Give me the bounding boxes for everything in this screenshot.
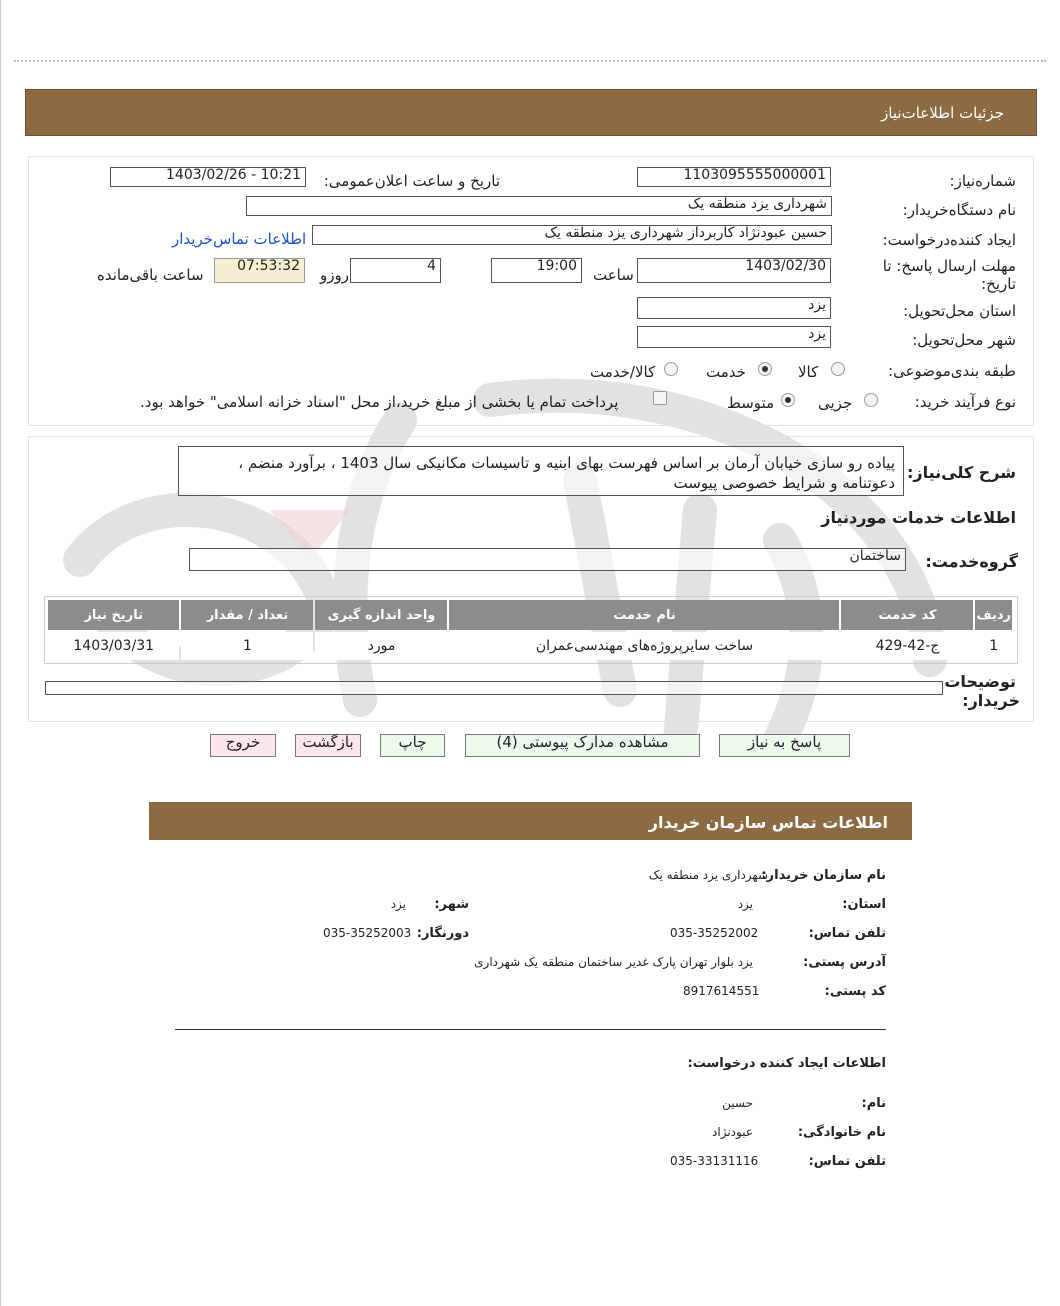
table-row [48,632,1012,660]
contact-org-value: شهرداری یزد منطقه یک [648,868,768,882]
contact-fax-value: 035-35252003 [323,926,412,940]
creator-phone-value: 035-33131116 [670,1154,759,1168]
category-option-goods-service: کالا/خدمت [590,363,656,381]
contact-postal-value: 8917614551 [683,984,760,998]
buyer-contact-link[interactable]: اطلاعات تماس‌خریدار [172,230,307,248]
process-label: نوع فرآیند خرید: [914,393,1016,411]
creator-phone-label: تلفن تماس: [808,1154,886,1169]
creator-family-value: عبودنژاد [712,1125,753,1139]
remaining-time-field: 07:53:32 [214,258,305,283]
contact-address-value: یزد بلوار تهران پارک غدیر ساختمان منطقه یک شهرداری [474,955,753,969]
contact-province-label: استان: [842,897,886,912]
delivery-city-label: شهر محل‌تحویل: [912,331,1016,349]
contact-org-label: نام سازمان خریدار: [761,868,886,883]
contact-phone-value: 035-35252002 [670,926,759,940]
table-header-row [48,600,1012,630]
category-option-goods: کالا [798,363,819,381]
col-need-date: تاریخ نیاز [48,600,179,630]
summary-label: شرح کلی‌نیاز: [907,463,1016,482]
contact-postal-label: کد پستی: [824,984,886,999]
buyer-notes-label-2: خریدار: [962,691,1020,710]
deadline-time-label: ساعت [593,266,634,284]
col-row-number: ردیف [975,600,1012,630]
buyer-org-label: نام دستگاه‌خریدار: [902,201,1016,219]
services-table [46,598,1014,662]
contact-city-value: یزد [390,897,406,911]
creator-family-label: نام خانوادگی: [797,1125,886,1140]
process-option-minor: جزیی [818,394,853,412]
left-border [0,0,1,1306]
category-radio-goods-service[interactable] [664,362,678,376]
cell-need-date: 1403/03/31 [48,632,179,660]
requester-field[interactable]: حسین عبودنژاد کاربرداز شهرداری یزد منطقه یک [312,225,832,245]
delivery-city-field[interactable]: یزد [637,326,831,348]
category-radio-service[interactable] [758,362,772,376]
buyer-notes-label: توضیحات [944,672,1016,691]
creator-name-label: نام: [861,1096,886,1111]
remaining-time-label: ساعت باقی‌مانده [97,266,204,284]
deadline-label: مهلت ارسال پاسخ: تا [882,257,1016,275]
need-number-label: شماره‌نیاز: [949,172,1016,190]
category-label: طبقه بندی‌موضوعی: [888,362,1016,380]
print-button[interactable]: چاپ [380,734,445,757]
contact-address-label: آدرس پستی: [803,955,886,970]
delivery-province-field[interactable]: یزد [637,297,831,319]
service-group-field[interactable]: ساختمان [189,548,906,571]
page-title: جزئیات اطلاعات‌نیاز [881,104,1004,122]
view-documents-button[interactable]: مشاهده مدارک پیوستی (4) [465,734,700,757]
reply-button[interactable]: پاسخ به نیاز [719,734,850,757]
deadline-date-label: تاریخ: [981,275,1016,293]
requester-label: ایجاد کننده‌درخواست: [882,231,1016,249]
creator-heading: اطلاعات ایجاد کننده درخواست: [687,1056,886,1071]
treasury-payment-note: پرداخت تمام یا بخشی از مبلغ خرید،از محل "اسناد خزانه اسلامی" خواهد بود. [140,393,619,411]
days-label: روزو [320,266,349,284]
deadline-time-field[interactable]: 19:00 [491,258,582,283]
cell-service-code: ج-42-429 [841,632,973,660]
creator-name-value: حسین [722,1096,753,1110]
service-group-label: گروه‌خدمت: [925,552,1018,571]
col-service-name: نام خدمت [449,600,839,630]
process-option-medium: متوسط [727,394,775,412]
contact-phone-label: تلفن تماس: [808,926,886,941]
category-radio-goods[interactable] [831,362,845,376]
process-radio-medium[interactable] [781,393,795,407]
treasury-payment-checkbox[interactable] [653,391,667,405]
category-option-service: خدمت [706,363,746,381]
contact-fax-label: دورنگار: [416,926,469,941]
services-heading: اطلاعات خدمات موردنیاز [821,508,1016,527]
page-header-bar [25,89,1037,136]
buyer-notes-field[interactable] [45,681,943,695]
need-number-field[interactable]: 1103095555000001 [637,167,831,187]
col-unit: واحد اندازه گیری [315,600,447,630]
exit-button[interactable]: خروج [210,734,276,757]
deadline-date-field[interactable]: 1403/02/30 [637,258,831,283]
col-quantity: تعداد / مقدار [181,600,313,630]
announce-label: تاریخ و ساعت اعلان‌عمومی: [323,172,500,190]
process-radio-minor[interactable] [864,393,878,407]
top-dotted-divider [14,60,1046,62]
cell-quantity: 1 [181,632,313,660]
delivery-province-label: استان محل‌تحویل: [903,302,1016,320]
contact-heading: اطلاعات تماس سازمان خریدار [648,813,888,832]
back-button[interactable]: بازگشت [295,734,361,757]
contact-divider [175,1029,886,1030]
cell-row-number: 1 [975,632,1012,660]
contact-province-value: یزد [737,897,753,911]
cell-unit: مورد [315,632,447,660]
cell-service-name: ساخت سایرپروژه‌های مهندسی‌عمران [449,632,839,660]
summary-text: پیاده رو سازی خیابان آرمان بر اساس فهرست بهای ابنیه و تاسیسات مکانیکی سال 1403 ، برآورد منضم ، دعوتنامه و شرایط خصوصی پیوست [178,446,904,496]
days-remaining-field[interactable]: 4 [350,258,441,283]
col-service-code: کد خدمت [841,600,973,630]
buyer-org-field[interactable]: شهرداری یزد منطقه یک [246,196,832,216]
announce-datetime-field[interactable]: 1403/02/26 - 10:21 [110,167,306,187]
contact-city-label: شهر: [434,897,469,912]
contact-header-bar [149,802,912,840]
